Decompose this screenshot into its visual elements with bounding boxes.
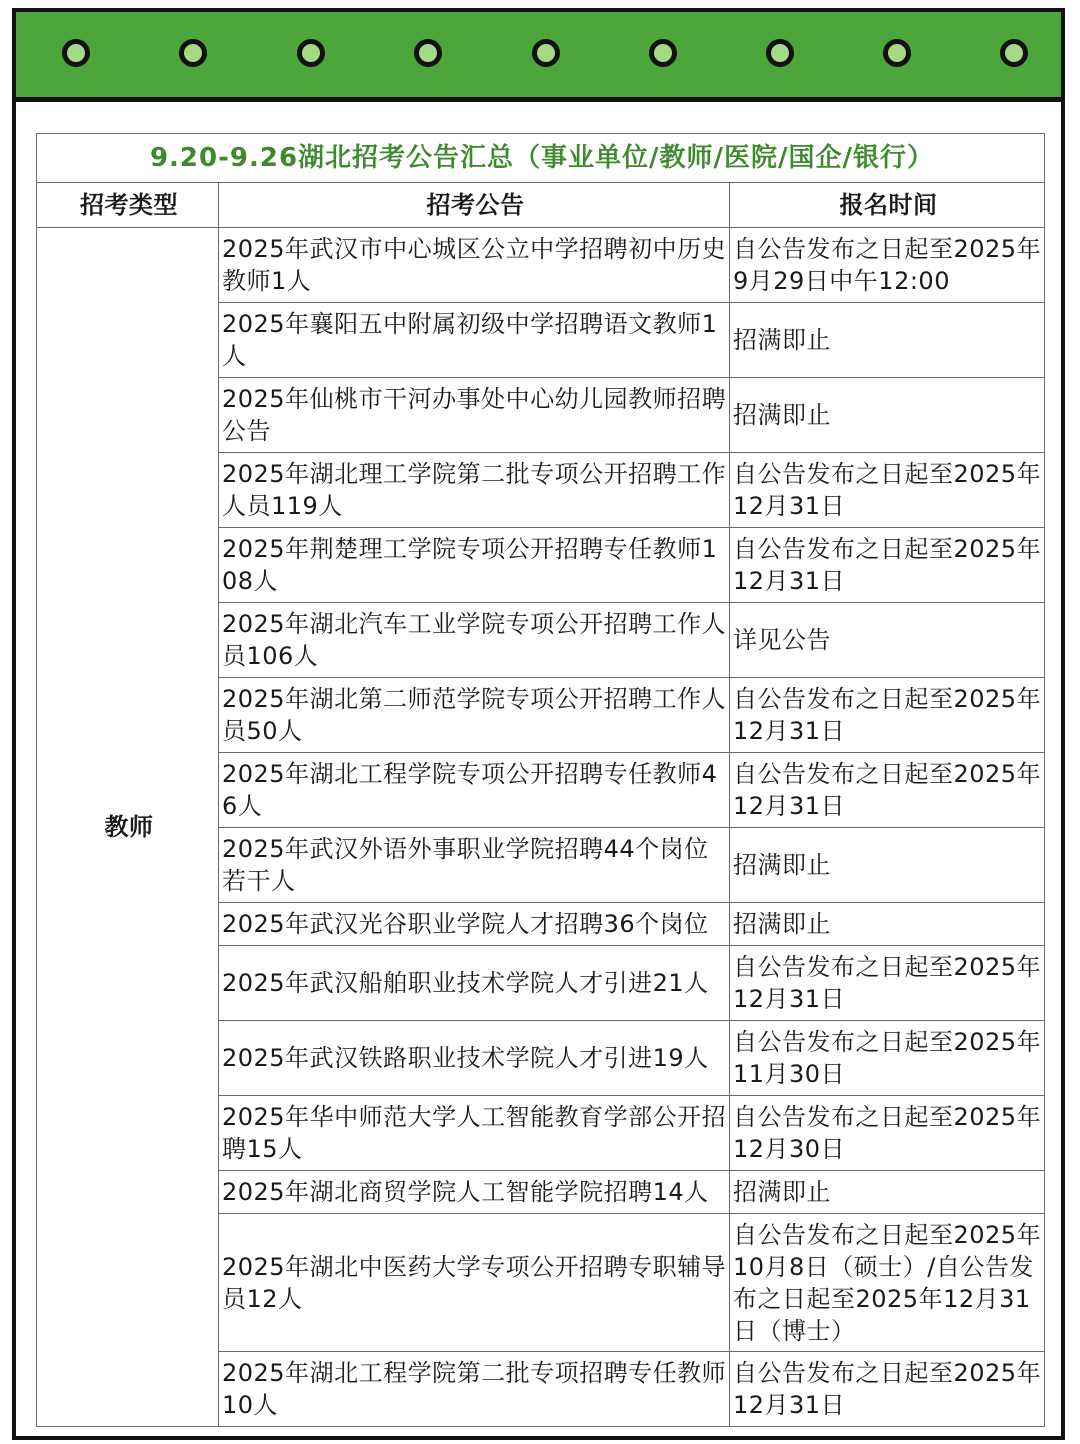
notice-cell: 2025年湖北中医药大学专项公开招聘专职辅导员12人	[219, 1214, 730, 1352]
notice-cell: 2025年湖北商贸学院人工智能学院招聘14人	[219, 1171, 730, 1214]
deadline-cell: 自公告发布之日起至2025年12月31日	[730, 678, 1045, 753]
deadline-cell: 自公告发布之日起至2025年12月31日	[730, 528, 1045, 603]
notice-cell: 2025年武汉光谷职业学院人才招聘36个岗位	[219, 903, 730, 946]
deadline-cell: 详见公告	[730, 603, 1045, 678]
binder-ring-icon	[883, 39, 911, 67]
binder-ring-icon	[179, 39, 207, 67]
binder-ring-icon	[532, 39, 560, 67]
deadline-cell: 招满即止	[730, 903, 1045, 946]
notice-cell: 2025年仙桃市干河办事处中心幼儿园教师招聘公告	[219, 378, 730, 453]
binder-banner	[16, 12, 1061, 102]
recruitment-table	[36, 133, 1045, 1427]
notice-cell: 2025年武汉外语外事职业学院招聘44个岗位若干人	[219, 828, 730, 903]
binder-ring-icon	[1000, 39, 1028, 67]
deadline-cell: 自公告发布之日起至2025年10月8日（硕士）/自公告发布之日起至2025年12月31日（博士）	[730, 1214, 1045, 1352]
header-category: 招考类型	[37, 183, 219, 228]
deadline-cell: 招满即止	[730, 303, 1045, 378]
table-title: 9.20-9.26湖北招考公告汇总（事业单位/教师/医院/国企/银行）	[37, 134, 1045, 183]
notice-cell: 2025年湖北工程学院第二批专项招聘专任教师10人	[219, 1352, 730, 1427]
notice-cell: 2025年湖北第二师范学院专项公开招聘工作人员50人	[219, 678, 730, 753]
notice-cell: 2025年湖北工程学院专项公开招聘专任教师46人	[219, 753, 730, 828]
deadline-cell: 招满即止	[730, 828, 1045, 903]
notice-cell: 2025年襄阳五中附属初级中学招聘语文教师1人	[219, 303, 730, 378]
binder-ring-icon	[297, 39, 325, 67]
deadline-cell: 自公告发布之日起至2025年12月31日	[730, 453, 1045, 528]
header-notice: 招考公告	[219, 183, 730, 228]
table-row	[37, 228, 1045, 303]
table-body	[37, 228, 1045, 1427]
binder-ring-icon	[649, 39, 677, 67]
category-cell: 教师	[37, 228, 219, 1427]
binder-ring-icon	[62, 39, 90, 67]
notice-cell: 2025年武汉市中心城区公立中学招聘初中历史教师1人	[219, 228, 730, 303]
notice-cell: 2025年湖北理工学院第二批专项公开招聘工作人员119人	[219, 453, 730, 528]
notice-cell: 2025年华中师范大学人工智能教育学部公开招聘15人	[219, 1096, 730, 1171]
notice-cell: 2025年武汉铁路职业技术学院人才引进19人	[219, 1021, 730, 1096]
notice-cell: 2025年荆楚理工学院专项公开招聘专任教师108人	[219, 528, 730, 603]
deadline-cell: 自公告发布之日起至2025年12月31日	[730, 946, 1045, 1021]
notice-cell: 2025年武汉船舶职业技术学院人才引进21人	[219, 946, 730, 1021]
deadline-cell: 招满即止	[730, 1171, 1045, 1214]
deadline-cell: 自公告发布之日起至2025年12月31日	[730, 753, 1045, 828]
deadline-cell: 自公告发布之日起至2025年12月31日	[730, 1352, 1045, 1427]
notice-cell: 2025年湖北汽车工业学院专项公开招聘工作人员106人	[219, 603, 730, 678]
deadline-cell: 自公告发布之日起至2025年11月30日	[730, 1021, 1045, 1096]
binder-ring-icon	[414, 39, 442, 67]
binder-ring-icon	[766, 39, 794, 67]
deadline-cell: 招满即止	[730, 378, 1045, 453]
header-deadline: 报名时间	[730, 183, 1045, 228]
deadline-cell: 自公告发布之日起至2025年9月29日中午12:00	[730, 228, 1045, 303]
deadline-cell: 自公告发布之日起至2025年12月30日	[730, 1096, 1045, 1171]
